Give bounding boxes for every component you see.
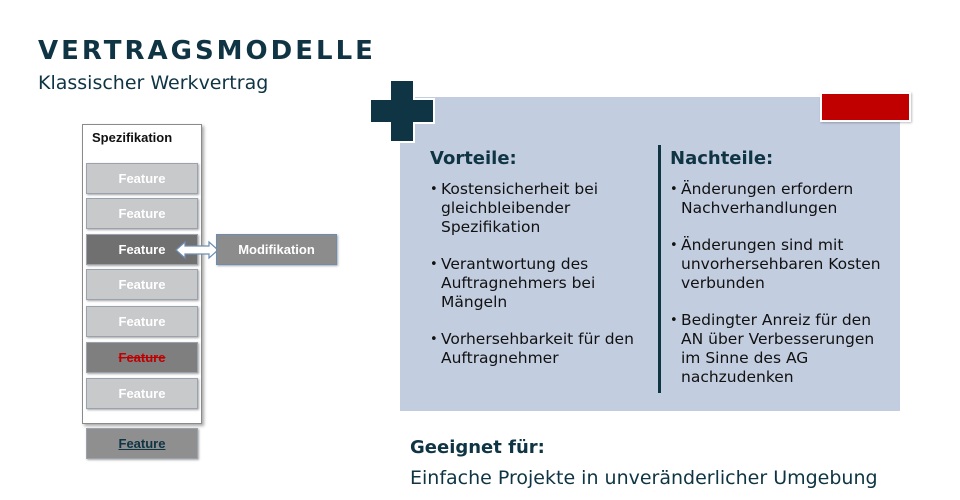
feature-block-2: Feature <box>86 198 198 229</box>
feature-block-removed: Feature <box>86 342 198 373</box>
nachteile-item: • Änderungen sind mit unvorhersehbaren Kosten verbunden <box>670 236 898 293</box>
column-divider <box>658 145 661 393</box>
double-arrow-icon <box>175 240 219 260</box>
page-subtitle: Klassischer Werkvertrag <box>38 72 269 94</box>
modification-block: Modifikation <box>216 234 337 265</box>
feature-block-4: Feature <box>86 269 198 300</box>
vorteile-heading: Vorteile: <box>430 148 517 169</box>
feature-block-modified: Feature <box>86 234 198 265</box>
plus-icon <box>368 78 436 144</box>
feature-block-1: Feature <box>86 163 198 194</box>
feature-block-7: Feature <box>86 378 198 409</box>
vorteile-list <box>430 180 655 386</box>
specification-label: Spezifikation <box>92 130 173 145</box>
vorteile-item: • Kostensicherheit bei gleichbleibender Spezifikation <box>430 180 655 237</box>
minus-icon <box>820 92 911 122</box>
vorteile-item: • Vorhersehbarkeit für den Auftragnehmer <box>430 330 655 368</box>
nachteile-heading: Nachteile: <box>670 148 774 169</box>
suitable-for-text: Einfache Projekte in unveränderlicher Umgebung <box>410 467 878 489</box>
nachteile-list <box>670 180 898 405</box>
nachteile-item: • Änderungen erfordern Nachverhandlungen <box>670 180 898 218</box>
vorteile-item: • Verantwortung des Auftragnehmers bei Mängeln <box>430 255 655 312</box>
feature-block-5: Feature <box>86 306 198 337</box>
suitable-for-label: Geeignet für: <box>410 437 545 458</box>
feature-block-added: Feature <box>86 428 198 459</box>
page-title: VERTRAGSMODELLE <box>38 36 376 66</box>
nachteile-item: • Bedingter Anreiz für den AN über Verbesserungen im Sinne des AG nachzudenken <box>670 311 898 387</box>
